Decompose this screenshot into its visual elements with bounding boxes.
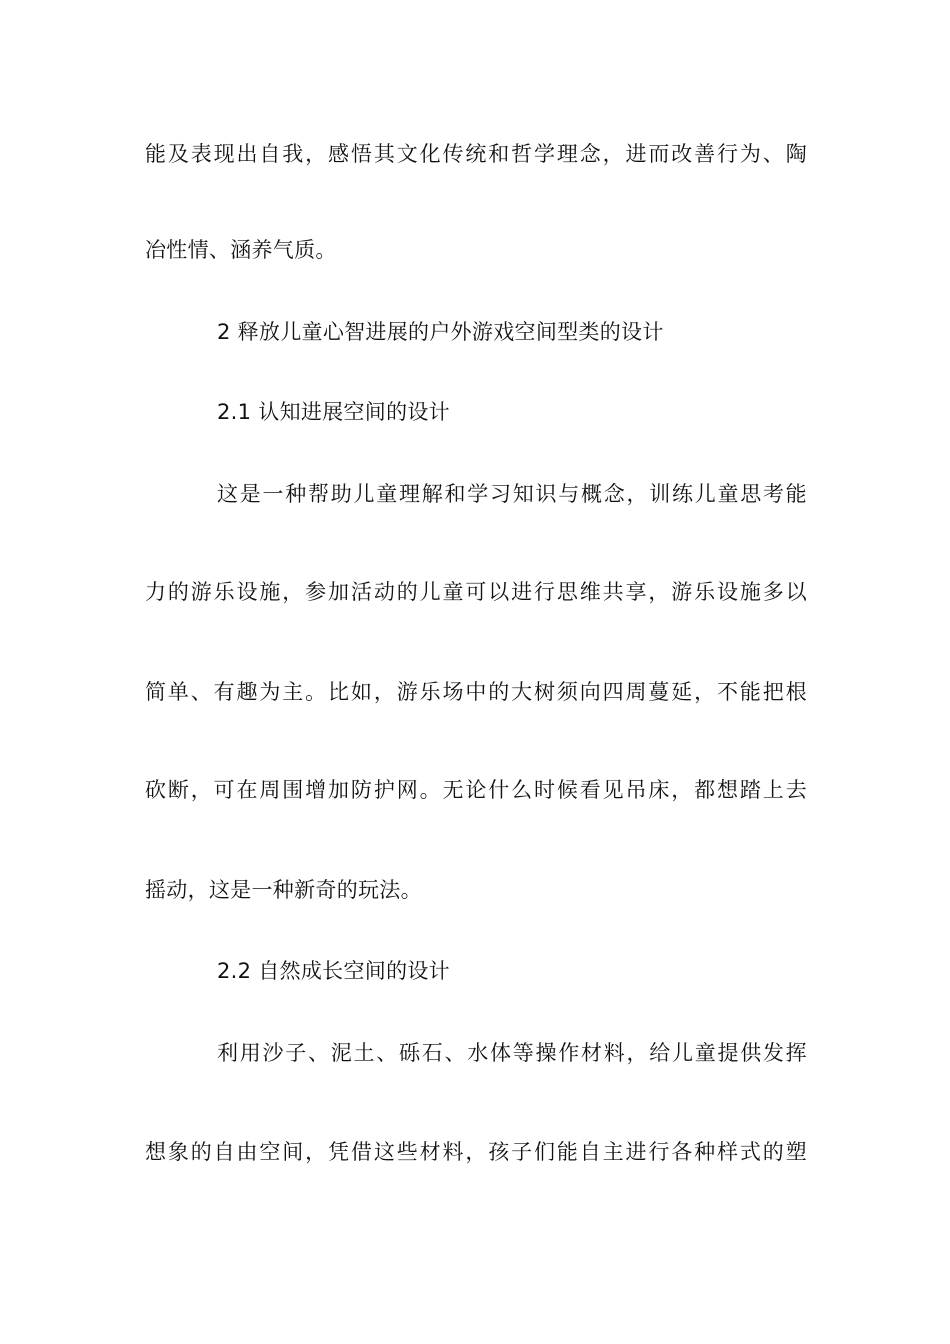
paragraph-line: 力的游乐设施，参加活动的儿童可以进行思维共享，游乐设施多以 [145,580,807,604]
paragraph-line: 简单、有趣为主。比如，游乐场中的大树须向四周蔓延，不能把根 [145,680,807,704]
paragraph-line: 利用沙子、泥土、砾石、水体等操作材料，给儿童提供发挥 [217,1041,807,1065]
paragraph-line: 这是一种帮助儿童理解和学习知识与概念，训练儿童思考能 [217,482,807,506]
paragraph-line: 摇动，这是一种新奇的玩法。 [145,878,422,902]
section-heading: 2 释放儿童心智进展的户外游戏空间型类的设计 [217,320,664,344]
paragraph-line: 冶性情、涵养气质。 [145,238,337,262]
subsection-heading: 2.1 认知进展空间的设计 [217,400,450,424]
subsection-heading: 2.2 自然成长空间的设计 [217,959,450,983]
paragraph-line: 想象的自由空间，凭借这些材料，孩子们能自主进行各种样式的塑 [145,1140,807,1164]
paragraph-line: 砍断，可在周围增加防护网。无论什么时候看见吊床，都想踏上去 [145,778,807,802]
paragraph-line: 能及表现出自我，感悟其文化传统和哲学理念，进而改善行为、陶 [145,142,807,166]
